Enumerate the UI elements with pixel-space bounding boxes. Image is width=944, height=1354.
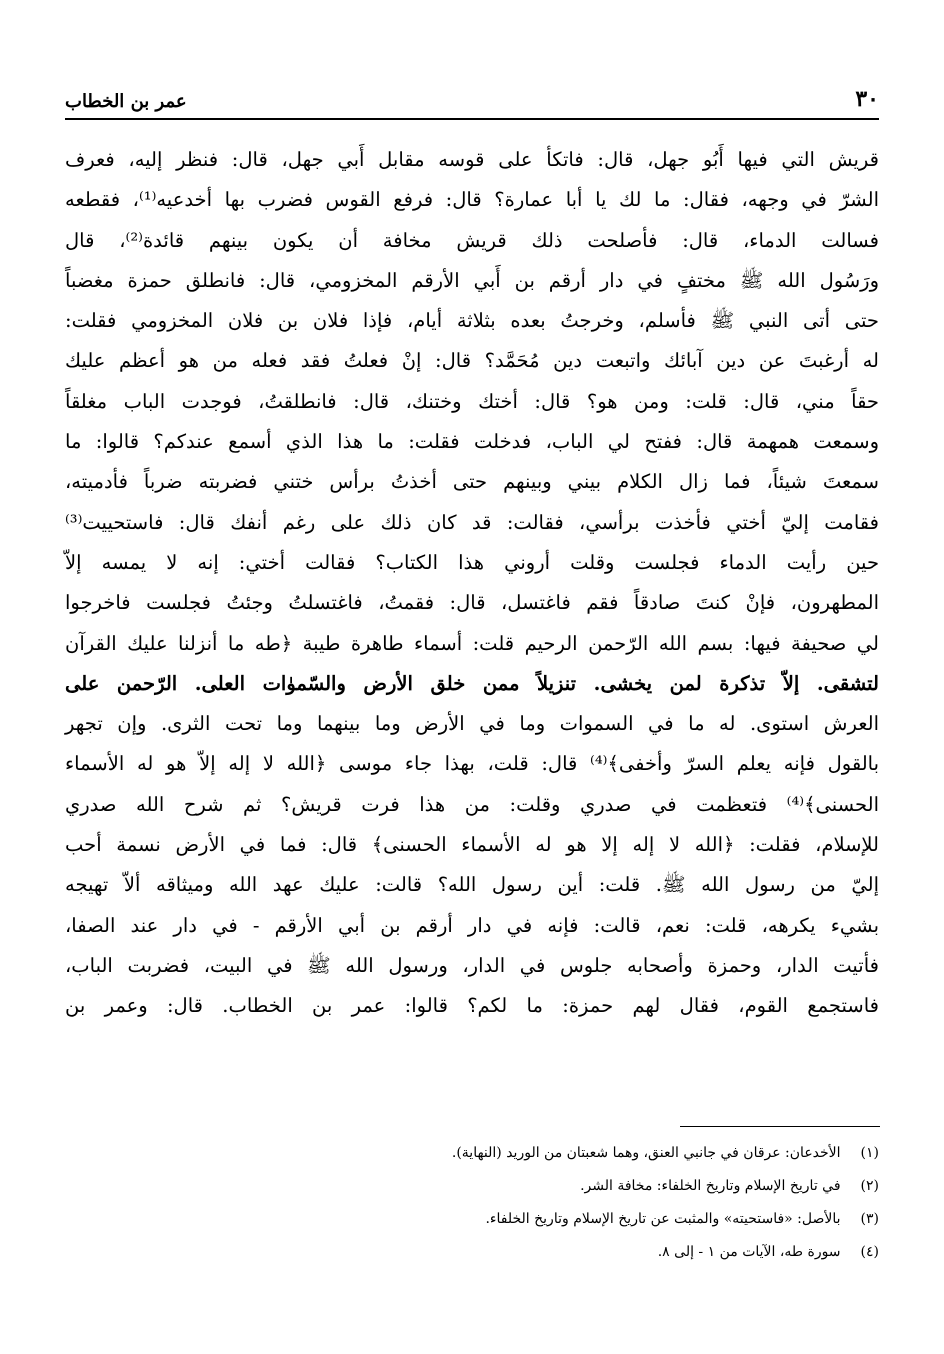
footnote bbox=[65, 1170, 879, 1203]
footnotes bbox=[65, 1137, 879, 1269]
quran-text-line: العرش استوى. له ما في السموات وما في الأرض وما بينهما وما تحت الثرى. وإن تجهر bbox=[65, 712, 879, 736]
footnote-number: (١) bbox=[860, 1145, 879, 1161]
main-text bbox=[65, 140, 879, 1027]
text-line: وسمعت همهمة قال: ففتح لي الباب، فدخلت فقلت: ما هذا الذي أسمع عندكم؟ قالوا: ما bbox=[65, 430, 879, 454]
text-line: للإسلام، فقلت: ﴿الله لا إله إلا هو له الأسماء الحسنى﴾ قال: فما في الأرض نسمة أحب bbox=[65, 833, 879, 857]
footnote-number: (٢) bbox=[860, 1178, 879, 1194]
footnote-text: في تاريخ الإسلام وتاريخ الخلفاء: مخافة الشر. bbox=[580, 1178, 841, 1194]
text-line: بشيء يكرهه، قلت: نعم، قالت: فإنه في دار أرقم بن أبي الأرقم - في دار عند الصفا، bbox=[65, 913, 879, 937]
text-line: الشرّ في وجهه، فقال: ما لك يا أبا عمارة؟ قال: فرفع القوس فضرب بها أخدعيه⁽¹⁾، فقطعه bbox=[65, 188, 879, 212]
footnote-number: (٤) bbox=[860, 1244, 879, 1260]
text-line: الحسنى﴾⁽⁴⁾ فتعظمت في صدري وقلت: من هذا فرت قريش؟ ثم شرح الله صدري bbox=[65, 792, 879, 816]
text-line: فاستجمع القوم، فقال لهم حمزة: ما لكم؟ قالوا: عمر بن الخطاب. قال: وعمر بن bbox=[65, 994, 879, 1018]
page-header bbox=[65, 84, 879, 120]
text-line: سمعتَ شيئاً، فما زال الكلام بيني وبينهم حتى أخذتُ برأس ختني فضربته ضرباً فأدميته، bbox=[65, 470, 879, 494]
footnote bbox=[65, 1137, 879, 1170]
footnote-text: سورة طه، الآيات من ١ - إلى ٨. bbox=[657, 1244, 841, 1260]
running-title: عمر بن الخطاب bbox=[65, 91, 187, 112]
text-line: لي صحيفة فيها: بسم الله الرّحمن الرحيم قلت: أسماء طاهرة طيبة ﴿طه ما أنزلنا عليك القرآن bbox=[65, 631, 879, 655]
text-line: فقامت إليّ أختي فأخذت برأسي، فقالت: قد كان ذلك على رغم أنفك قال: فاستحييت⁽³⁾ bbox=[65, 510, 879, 534]
text-line: قريش التي فيها أَبُو جهل، قال: فاتكأ على قوسه مقابل أَبي جهل، قال: فنظر إليه، فعرف bbox=[65, 148, 879, 171]
text-line: إليّ من رسول الله ﷺ. قلت: أين رسول الله؟ قالت: عليك عهد الله وميثاقه ألاّ تهيجه bbox=[65, 873, 879, 897]
footnote-number: (٣) bbox=[860, 1211, 879, 1227]
page-number: ٣٠ bbox=[855, 86, 879, 112]
text-line: ورَسُول الله ﷺ مختفٍ في دار أرقم بن أَبي الأرقم المخزومي، قال: فانطلق حمزة مغضباً bbox=[65, 268, 879, 292]
text-line: حقاً مني، قال: قلت: ومن هو؟ قال: أختك وختنك، قال: فانطلقتُ، فوجدت الباب مغلقاً bbox=[65, 389, 879, 413]
text-line: بالقول فإنه يعلم السرّ وأخفى﴾⁽⁴⁾ قال: قلت، بهذا جاء موسى ﴿الله لا إله إلاّ هو له الأسماء bbox=[65, 752, 880, 776]
footnote bbox=[65, 1203, 879, 1236]
text-line: له أرغبتَ عن دين آبائك واتبعت دين مُحَمَّد؟ قال: إنْ فعلتُ فقد فعله من هو أعظم عليك bbox=[65, 349, 879, 373]
text-line: فسالت الدماء، قال: فأصلحت ذلك قريش مخافة أن يكون بينهم قائدة⁽²⁾، قال bbox=[65, 228, 879, 252]
text-line: فأتيت الدار، وحمزة وأصحابه جلوس في الدار، ورسول الله ﷺ في البيت، فضربت الباب، bbox=[65, 953, 879, 977]
footnote-text: بالأصل: «فاستحيته» والمثبت عن تاريخ الإسلام وتاريخ الخلفاء. bbox=[485, 1211, 841, 1227]
text-line: حتى أتى النبي ﷺ فأسلم، وخرجتُ بعده بثلاثة أيام، فإذا فلان بن فلان المخزومي فقلت: bbox=[65, 309, 879, 333]
quran-text-line: لتشقى. إلاّ تذكرة لمن يخشى. تنزيلاً ممن خلق الأرض والسّموٰات العلى. الرّحمن على bbox=[65, 671, 879, 695]
footnote bbox=[65, 1236, 879, 1269]
footnote-text: الأخدعان: عرقان في جانبي العنق، وهما شعبتان من الوريد (النهاية). bbox=[451, 1145, 841, 1161]
text-line: حين رأيت الدماء فجلست وقلت أروني هذا الكتاب؟ فقالت أختي: إنه لا يمسه إلاّ bbox=[65, 550, 879, 574]
text-line: المطهرون، فإنْ كنتَ صادقاً فقم فاغتسل، قال: فقمتُ، فاغتسلتُ وجئتُ فجلست فاخرجوا bbox=[65, 591, 879, 615]
footnote-divider bbox=[680, 1126, 880, 1127]
